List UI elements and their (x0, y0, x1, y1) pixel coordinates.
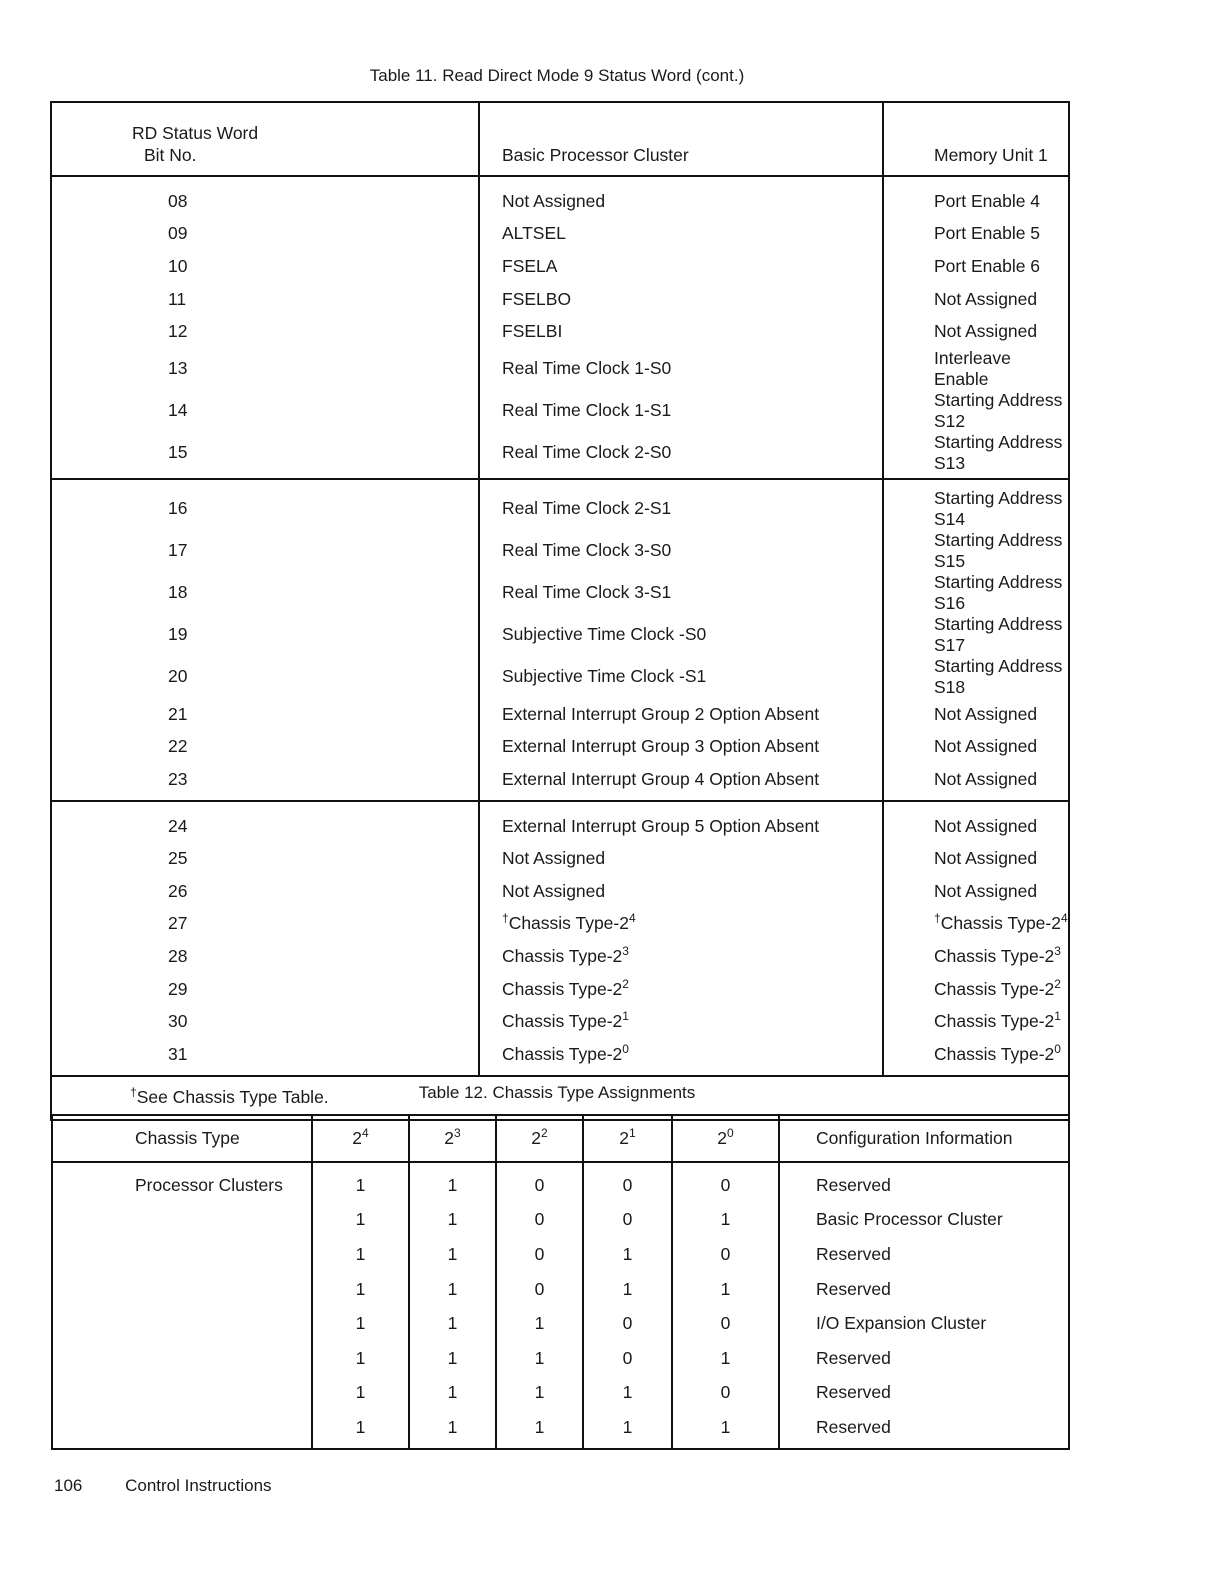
page-number: 106 (54, 1476, 83, 1495)
bit-number: 21 (51, 698, 479, 731)
cell-text: Starting Address S15 (934, 529, 1063, 571)
cell-text: Real Time Clock 1-S1 (502, 400, 672, 421)
memory-cell (883, 1005, 1069, 1038)
cell-text: Starting Address S13 (934, 431, 1063, 473)
cell-text: Chassis Type-2 (502, 945, 623, 966)
table12-row (52, 1203, 1069, 1238)
bit-value: 0 (496, 1203, 583, 1238)
memory-cell (883, 908, 1069, 941)
cell-text: Port Enable 6 (934, 255, 1041, 276)
cell-text: External Interrupt Group 3 Option Absent (502, 736, 820, 757)
memory-cell (883, 479, 1069, 530)
bit-value: 0 (496, 1272, 583, 1307)
memory-cell (883, 348, 1069, 390)
bit-number: 08 (51, 176, 479, 218)
chassis-group-cell (52, 1376, 312, 1411)
cell-text: Not Assigned (502, 880, 606, 901)
bit-value: 1 (496, 1376, 583, 1411)
bit-value: 1 (409, 1203, 496, 1238)
cell-text: Port Enable 5 (934, 223, 1041, 244)
cell-text: Real Time Clock 2-S1 (502, 498, 672, 519)
table11-caption: Table 11. Read Direct Mode 9 Status Word (cont.) (369, 66, 745, 85)
cell-text: Starting Address S16 (934, 571, 1063, 613)
chassis-group-cell (52, 1203, 312, 1238)
bit-number: 12 (51, 315, 479, 348)
exponent: 0 (622, 1041, 629, 1056)
cell-text: Starting Address S18 (934, 655, 1063, 697)
cell-text: Chassis Type-2 (502, 978, 623, 999)
header-bit-line2: Bit No. (144, 145, 197, 165)
cell-text: Subjective Time Clock -S0 (502, 624, 707, 645)
memory-cell (883, 940, 1069, 973)
bpc-cell (479, 973, 883, 1006)
bit-value: 0 (672, 1376, 779, 1411)
bpc-cell (479, 698, 883, 731)
bit-value: 1 (312, 1341, 409, 1376)
bit-number: 13 (51, 348, 479, 390)
table12-row (52, 1341, 1069, 1376)
header-bit-line1: RD Status Word (132, 123, 259, 143)
exponent: 3 (1054, 943, 1061, 958)
cell-text: Real Time Clock 1-S0 (502, 358, 672, 379)
table11-row (51, 875, 1069, 908)
chassis-type-table (51, 1114, 1070, 1450)
cell-text: Starting Address S17 (934, 613, 1063, 655)
table11-row (51, 176, 1069, 218)
bit-value: 0 (496, 1237, 583, 1272)
bpc-cell (479, 250, 883, 283)
memory-cell (883, 1038, 1069, 1076)
cell-text: Not Assigned (502, 190, 606, 211)
bit-value: 1 (672, 1272, 779, 1307)
exponent: 4 (628, 911, 636, 926)
memory-cell (883, 763, 1069, 801)
header-configuration-information: Configuration Information (779, 1115, 1069, 1162)
bpc-cell (479, 1038, 883, 1076)
memory-cell (883, 250, 1069, 283)
table12-row (52, 1272, 1069, 1307)
table11-row (51, 656, 1069, 698)
table11-row (51, 390, 1069, 432)
memory-cell (883, 176, 1069, 218)
table11-row (51, 250, 1069, 283)
table11-row (51, 1038, 1069, 1076)
memory-cell (883, 218, 1069, 251)
bit-number: 27 (51, 908, 479, 941)
cell-text: Chassis Type-2 (508, 913, 629, 934)
cell-text: Chassis Type-2 (502, 1043, 623, 1064)
table11-header-row (51, 102, 1069, 176)
bit-number: 19 (51, 614, 479, 656)
cell-text: Starting Address S12 (934, 389, 1063, 431)
bpc-cell (479, 572, 883, 614)
table11-row (51, 973, 1069, 1006)
bit-number: 09 (51, 218, 479, 251)
bit-number: 17 (51, 530, 479, 572)
bit-number: 18 (51, 572, 479, 614)
exponent: 2 (622, 976, 629, 991)
footnote-dagger: † (130, 1085, 137, 1099)
header-bit-no (51, 102, 479, 176)
chassis-group-cell (52, 1237, 312, 1272)
bit-number: 31 (51, 1038, 479, 1076)
cell-text: Real Time Clock 3-S1 (502, 582, 672, 603)
cell-text: External Interrupt Group 5 Option Absent (502, 815, 820, 836)
bit-number: 28 (51, 940, 479, 973)
table11-row (51, 530, 1069, 572)
bit-value: 0 (672, 1237, 779, 1272)
rd-status-word-table (50, 101, 1070, 1121)
header-chassis-type: Chassis Type (52, 1115, 312, 1162)
bpc-cell (479, 940, 883, 973)
cell-text: ALTSEL (502, 223, 566, 244)
bit-value: 1 (409, 1306, 496, 1341)
header-exponent: 1 (629, 1126, 636, 1140)
bit-number: 25 (51, 842, 479, 875)
table11-row (51, 614, 1069, 656)
bit-value: 1 (672, 1203, 779, 1238)
chassis-group-cell (52, 1306, 312, 1341)
bpc-cell (479, 432, 883, 479)
bpc-cell (479, 283, 883, 316)
footnote-text: See Chassis Type Table. (136, 1087, 329, 1107)
cell-text: Real Time Clock 2-S0 (502, 442, 672, 463)
bpc-cell (479, 348, 883, 390)
table11-row (51, 1005, 1069, 1038)
chassis-group-cell (52, 1410, 312, 1449)
page-footer (54, 1476, 272, 1496)
bit-value: 1 (672, 1410, 779, 1449)
header-exponent: 4 (362, 1126, 369, 1140)
chassis-group-cell: Processor Clusters (52, 1162, 312, 1203)
bit-value: 1 (672, 1341, 779, 1376)
table12-row (52, 1306, 1069, 1341)
cell-text: Not Assigned (502, 848, 606, 869)
cell-text: FSELBI (502, 321, 563, 342)
table11-row (51, 479, 1069, 530)
cell-text: Not Assigned (934, 880, 1038, 901)
cell-text: Not Assigned (934, 288, 1038, 309)
table12-caption: Table 12. Chassis Type Assignments (418, 1083, 696, 1102)
section-title: Control Instructions (125, 1476, 272, 1495)
bit-number: 29 (51, 973, 479, 1006)
header-power-of-two (312, 1115, 409, 1162)
bit-value: 0 (583, 1341, 672, 1376)
bit-value: 1 (312, 1306, 409, 1341)
bit-number: 15 (51, 432, 479, 479)
table11-row (51, 763, 1069, 801)
bit-value: 0 (672, 1162, 779, 1203)
header-memory-unit-1: Memory Unit 1 (883, 102, 1069, 176)
header-basic-processor-cluster: Basic Processor Cluster (479, 102, 883, 176)
cell-text: Real Time Clock 3-S0 (502, 540, 672, 561)
cell-text: Port Enable 4 (934, 190, 1041, 211)
cell-text: Chassis Type-2 (940, 913, 1061, 934)
bpc-cell (479, 656, 883, 698)
configuration-info: Reserved (816, 1416, 891, 1437)
bit-value: 1 (409, 1376, 496, 1411)
cell-text: Interleave Enable (934, 347, 1011, 389)
cell-text: Not Assigned (934, 703, 1038, 724)
exponent: 2 (1054, 976, 1061, 991)
header-exponent: 2 (541, 1126, 548, 1140)
bit-value: 1 (312, 1237, 409, 1272)
bit-value: 0 (672, 1306, 779, 1341)
bit-value: 0 (496, 1162, 583, 1203)
table12-row (52, 1376, 1069, 1411)
cell-text: Chassis Type-2 (934, 978, 1055, 999)
header-exponent: 0 (727, 1126, 734, 1140)
bit-number: 30 (51, 1005, 479, 1038)
bit-value: 1 (583, 1376, 672, 1411)
bit-value: 0 (583, 1203, 672, 1238)
cell-text: Not Assigned (934, 848, 1038, 869)
cell-text: Not Assigned (934, 736, 1038, 757)
memory-cell (883, 530, 1069, 572)
dagger-mark: † (502, 911, 509, 926)
bit-number: 11 (51, 283, 479, 316)
bit-value: 1 (583, 1272, 672, 1307)
table11-row (51, 698, 1069, 731)
exponent: 3 (622, 943, 629, 958)
bpc-cell (479, 731, 883, 764)
configuration-info: Reserved (816, 1382, 891, 1403)
bit-value: 1 (583, 1237, 672, 1272)
cell-text: Not Assigned (934, 815, 1038, 836)
bit-value: 1 (583, 1410, 672, 1449)
table11-row (51, 315, 1069, 348)
bpc-cell (479, 875, 883, 908)
cell-text: External Interrupt Group 4 Option Absent (502, 768, 820, 789)
memory-cell (883, 875, 1069, 908)
memory-cell (883, 283, 1069, 316)
cell-text: Chassis Type-2 (934, 1043, 1055, 1064)
header-power-of-two (672, 1115, 779, 1162)
header-base: 2 (531, 1128, 542, 1148)
bit-value: 1 (312, 1162, 409, 1203)
memory-cell (883, 315, 1069, 348)
table12-row (52, 1237, 1069, 1272)
header-power-of-two (496, 1115, 583, 1162)
bit-value: 1 (409, 1410, 496, 1449)
configuration-info: Reserved (816, 1278, 891, 1299)
table11-row (51, 572, 1069, 614)
bit-number: 20 (51, 656, 479, 698)
table11-row (51, 731, 1069, 764)
bit-value: 1 (496, 1341, 583, 1376)
memory-cell (883, 731, 1069, 764)
table11-row (51, 283, 1069, 316)
cell-text: FSELBO (502, 288, 572, 309)
exponent: 0 (1054, 1041, 1061, 1056)
memory-cell (883, 656, 1069, 698)
configuration-info: Reserved (816, 1347, 891, 1368)
bpc-cell (479, 614, 883, 656)
header-base: 2 (619, 1128, 630, 1148)
cell-text: Starting Address S14 (934, 487, 1063, 529)
bpc-cell (479, 218, 883, 251)
bit-value: 1 (312, 1376, 409, 1411)
header-base: 2 (717, 1128, 728, 1148)
dagger-mark: † (934, 911, 941, 926)
bit-value: 1 (496, 1306, 583, 1341)
table12-row (52, 1410, 1069, 1449)
table11-row (51, 801, 1069, 843)
header-base: 2 (444, 1128, 455, 1148)
bit-value: 0 (583, 1162, 672, 1203)
cell-text: External Interrupt Group 2 Option Absent (502, 703, 820, 724)
bit-value: 1 (496, 1410, 583, 1449)
bpc-cell (479, 315, 883, 348)
cell-text: Not Assigned (934, 321, 1038, 342)
bit-value: 0 (583, 1306, 672, 1341)
bpc-cell (479, 176, 883, 218)
memory-cell (883, 614, 1069, 656)
exponent: 1 (622, 1009, 629, 1024)
configuration-info: Reserved (816, 1243, 891, 1264)
bit-value: 1 (312, 1410, 409, 1449)
configuration-info: Reserved (816, 1174, 891, 1195)
exponent: 4 (1060, 911, 1068, 926)
bit-number: 26 (51, 875, 479, 908)
table11-row (51, 940, 1069, 973)
table11-row (51, 842, 1069, 875)
table11-row (51, 218, 1069, 251)
header-exponent: 3 (454, 1126, 461, 1140)
bpc-cell (479, 1005, 883, 1038)
bpc-cell (479, 530, 883, 572)
table11-row (51, 432, 1069, 479)
header-power-of-two (583, 1115, 672, 1162)
header-power-of-two (409, 1115, 496, 1162)
memory-cell (883, 432, 1069, 479)
bit-number: 14 (51, 390, 479, 432)
bit-number: 22 (51, 731, 479, 764)
chassis-group-cell (52, 1272, 312, 1307)
table11-row (51, 908, 1069, 941)
bit-value: 1 (409, 1162, 496, 1203)
bit-number: 24 (51, 801, 479, 843)
bit-number: 23 (51, 763, 479, 801)
bit-number: 16 (51, 479, 479, 530)
cell-text: Chassis Type-2 (934, 945, 1055, 966)
header-base: 2 (352, 1128, 363, 1148)
bpc-cell (479, 908, 883, 941)
bpc-cell (479, 801, 883, 843)
bit-value: 1 (409, 1272, 496, 1307)
bit-number: 10 (51, 250, 479, 283)
cell-text: Not Assigned (934, 768, 1038, 789)
bpc-cell (479, 842, 883, 875)
cell-text: Subjective Time Clock -S1 (502, 666, 707, 687)
bit-value: 1 (409, 1237, 496, 1272)
cell-text: Chassis Type-2 (934, 1011, 1055, 1032)
configuration-info: Basic Processor Cluster (816, 1209, 1003, 1230)
bpc-cell (479, 479, 883, 530)
bpc-cell (479, 390, 883, 432)
configuration-info: I/O Expansion Cluster (816, 1313, 987, 1334)
memory-cell (883, 842, 1069, 875)
bit-value: 1 (409, 1341, 496, 1376)
table11-row (51, 348, 1069, 390)
exponent: 1 (1054, 1009, 1061, 1024)
table12-header-row (52, 1115, 1069, 1162)
memory-cell (883, 801, 1069, 843)
bit-value: 1 (312, 1272, 409, 1307)
cell-text: Chassis Type-2 (502, 1011, 623, 1032)
chassis-group-cell (52, 1341, 312, 1376)
memory-cell (883, 390, 1069, 432)
table12-row (52, 1162, 1069, 1203)
memory-cell (883, 973, 1069, 1006)
cell-text: FSELA (502, 255, 558, 276)
memory-cell (883, 698, 1069, 731)
bit-value: 1 (312, 1203, 409, 1238)
bpc-cell (479, 763, 883, 801)
memory-cell (883, 572, 1069, 614)
